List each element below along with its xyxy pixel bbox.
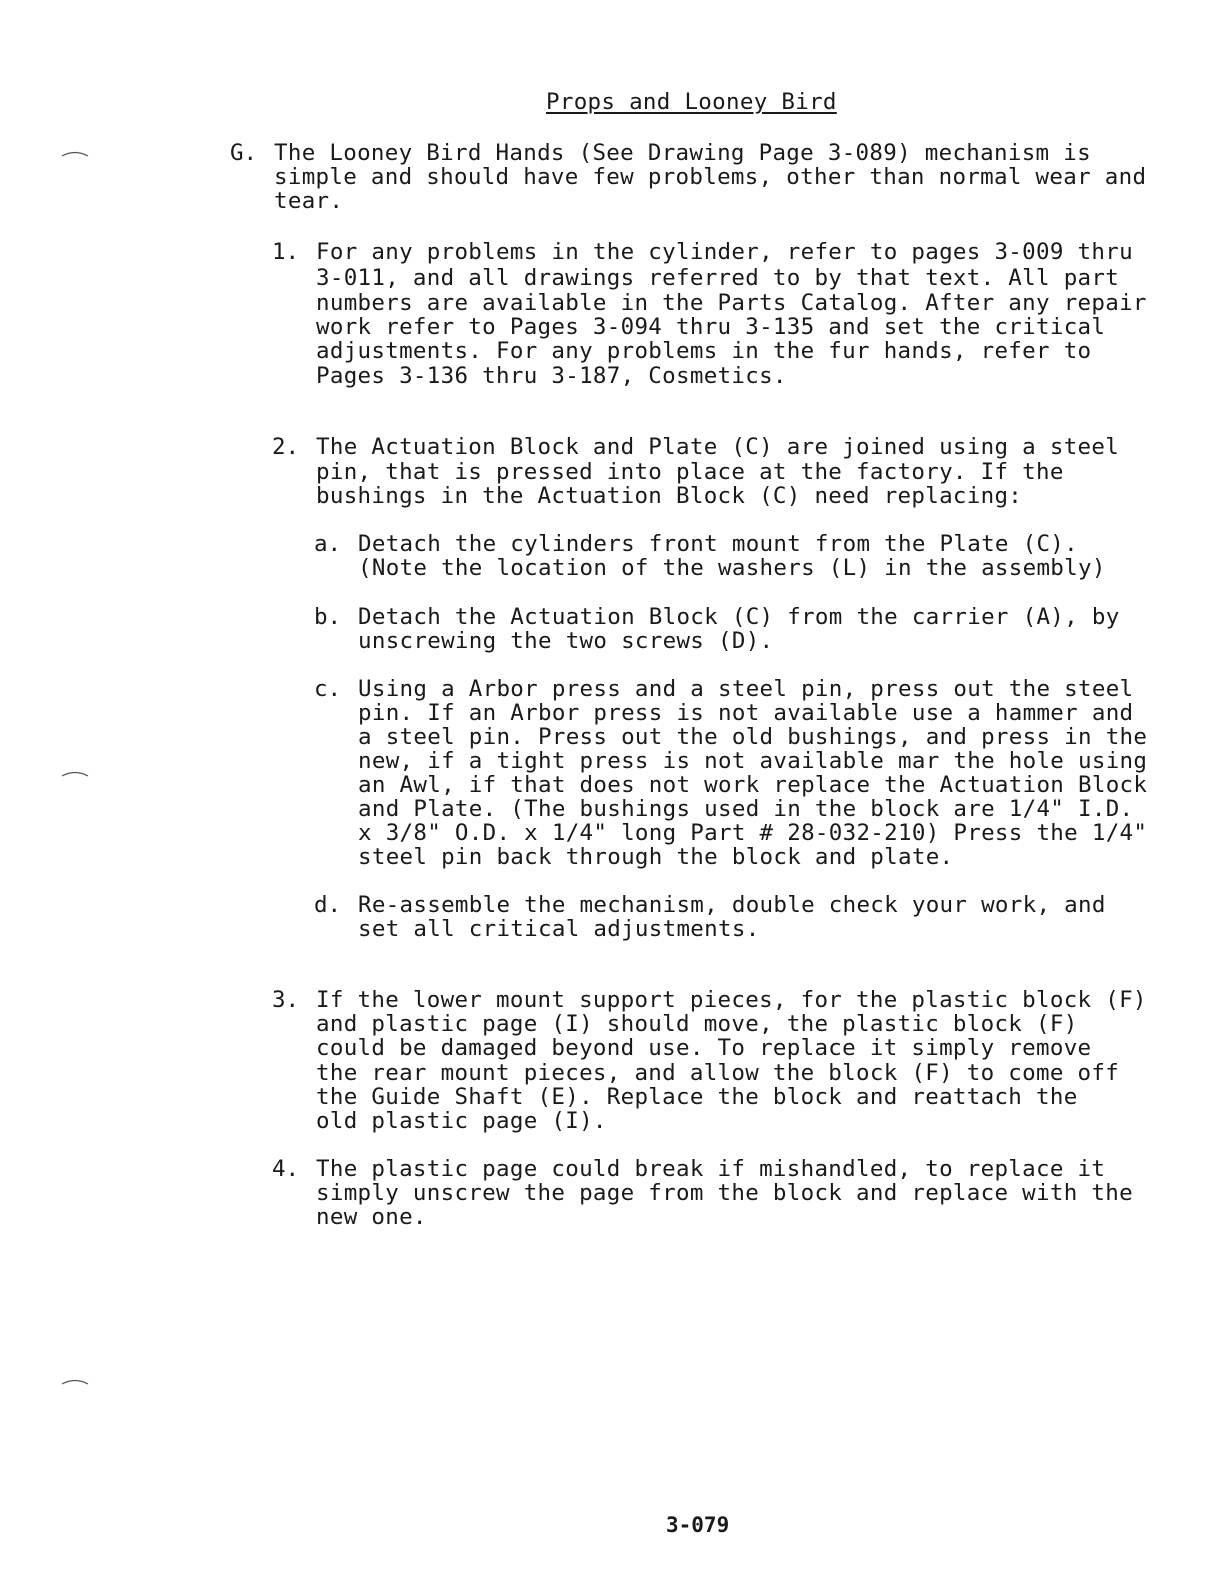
list-item-label: 1. xyxy=(272,239,300,265)
list-item-label: 4. xyxy=(272,1156,300,1182)
paragraph-line: and plastic page (I) should move, the plastic block (F) xyxy=(316,1011,1078,1037)
paragraph-line: (Note the location of the washers (L) in the assembly) xyxy=(358,555,1106,581)
paragraph-line: x 3/8" O.D. x 1/4" long Part # 28-032-210) Press the 1/4" xyxy=(358,820,1148,846)
paragraph-line: the rear mount pieces, and allow the block (F) to come off xyxy=(316,1060,1120,1086)
paragraph-line: Pages 3-136 thru 3-187, Cosmetics. xyxy=(316,363,787,389)
paragraph-line: old plastic page (I). xyxy=(316,1108,607,1134)
paragraph-line: pin, that is pressed into place at the factory. If the xyxy=(316,459,1064,485)
paragraph-line: new, if a tight press is not available mar the hole using xyxy=(358,748,1148,774)
paragraph-line: a steel pin. Press out the old bushings, and press in the xyxy=(358,724,1148,750)
paragraph-line: If the lower mount support pieces, for the plastic block (F) xyxy=(316,987,1147,1013)
paragraph-line: The Actuation Block and Plate (C) are joined using a steel xyxy=(316,434,1120,460)
paragraph-line: set all critical adjustments. xyxy=(358,916,760,942)
paragraph-line: work refer to Pages 3-094 thru 3-135 and set the critical xyxy=(316,314,1106,340)
list-item-label: 2. xyxy=(272,434,300,460)
page-number: 3-079 xyxy=(666,1513,730,1537)
margin-mark-top xyxy=(60,150,90,158)
paragraph-line: Using a Arbor press and a steel pin, press out the steel xyxy=(358,676,1134,702)
paragraph-line: 3-011, and all drawings referred to by that text. All part xyxy=(316,265,1120,291)
paragraph-line: Detach the cylinders front mount from the Plate (C). xyxy=(358,531,1078,557)
sublist-item-label: b. xyxy=(314,604,342,630)
paragraph-line: could be damaged beyond use. To replace it simply remove xyxy=(316,1035,1092,1061)
margin-mark-bottom xyxy=(60,1378,90,1386)
paragraph-line: The plastic page could break if mishandled, to replace it xyxy=(316,1156,1106,1182)
sublist-item-label: d. xyxy=(314,892,342,918)
paragraph-line: unscrewing the two screws (D). xyxy=(358,628,774,654)
margin-mark-middle xyxy=(60,770,90,778)
paragraph-line: and Plate. (The bushings used in the block are 1/4" I.D. xyxy=(358,796,1134,822)
paragraph-line: steel pin back through the block and plate. xyxy=(358,844,954,870)
paragraph-line: For any problems in the cylinder, refer to pages 3-009 thru xyxy=(316,239,1133,265)
paragraph-line: simply unscrew the page from the block and replace with the xyxy=(316,1180,1133,1206)
page-title: Props and Looney Bird xyxy=(546,89,837,115)
paragraph-line: numbers are available in the Parts Catalog. After any repair xyxy=(316,290,1147,316)
paragraph-line: Re-assemble the mechanism, double check your work, and xyxy=(358,892,1106,918)
paragraph-line: The Looney Bird Hands (See Drawing Page 3-089) mechanism is xyxy=(274,140,1091,166)
sublist-item-label: c. xyxy=(314,676,342,702)
sublist-item-label: a. xyxy=(314,531,342,557)
paragraph-line: simple and should have few problems, other than normal wear and xyxy=(274,164,1147,190)
paragraph-line: bushings in the Actuation Block (C) need replacing: xyxy=(316,483,1023,509)
paragraph-line: adjustments. For any problems in the fur hands, refer to xyxy=(316,338,1092,364)
paragraph-line: the Guide Shaft (E). Replace the block and reattach the xyxy=(316,1084,1078,1110)
paragraph-line: new one. xyxy=(316,1204,427,1230)
paragraph-line: tear. xyxy=(274,188,344,214)
paragraph-line: pin. If an Arbor press is not available use a hammer and xyxy=(358,700,1134,726)
section-label: G. xyxy=(230,140,258,166)
paragraph-line: an Awl, if that does not work replace the Actuation Block xyxy=(358,772,1148,798)
list-item-label: 3. xyxy=(272,987,300,1013)
paragraph-line: Detach the Actuation Block (C) from the carrier (A), by xyxy=(358,604,1120,630)
